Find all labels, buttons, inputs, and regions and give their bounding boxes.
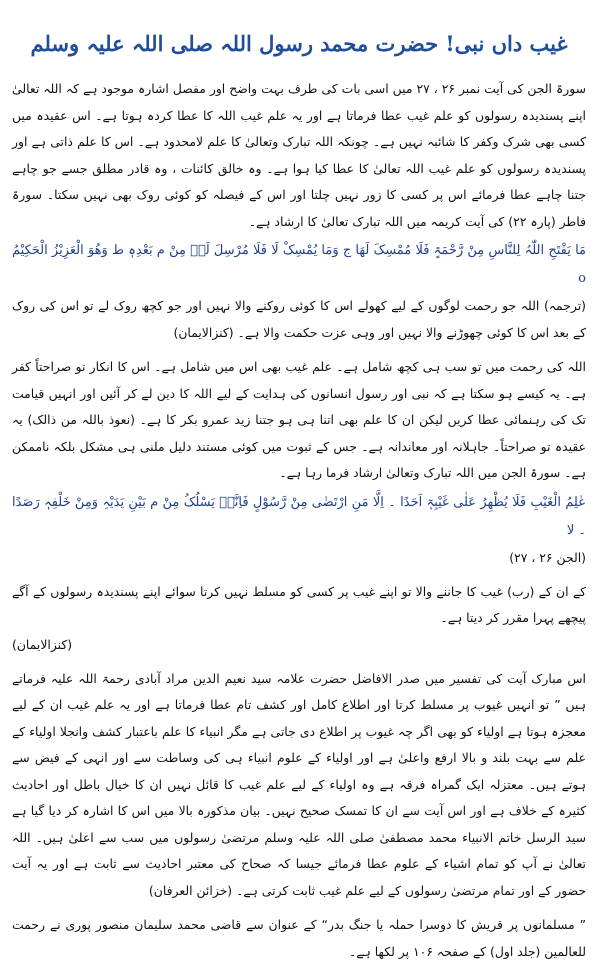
quran-verse-fatir: مَا یَفْتَحِ اللّٰہُ لِلنَّاسِ مِنْ رَّحْمَۃٍ فَلَا مُمْسِکَ لَھَا ج وَمَا یُمْسِکْ لَا فَلَا مُرْسِلَ لَہٗ مِنْ م بَعْدِہٖ ط وَھُوَ الْعَزِیْزُ الْحَکِیْمُ o <box>12 243 586 286</box>
quran-verse-jinn: عٰلِمُ الْغَیْبِ فَلَا یُظْھِرُ عَلٰی غَیْبِہٖٓ اَحَدًا ۔ اِلَّا مَنِ ارْتَضٰی مِنْ رَّسُوْلٍ فَاِنَّہٗ یَسْلُکُ مِنْ م بَیْنِ یَدَیْہِ وَمِنْ خَلْفِہٖ رَصَدًا ۔ لا <box>12 494 586 538</box>
paragraph-badr: ” مسلمانوں پر قریش کا دوسرا حملہ یا جنگ بدر“ کے عنوان سے قاضی محمد سلیمان منصور پوری نے رحمت للعالمین (جلد اول) کے صفحہ ۱۰۶ پر لکھا ہے۔ <box>12 917 586 959</box>
paragraph-translation-fatir: (ترجمہ) اللہ جو رحمت لوگوں کے لیے کھولے اس کا کوئی روکنے والا نہیں اور جو کچھ روک لے تو اس کی روک کے بعد اس کا کوئی چھوڑنے والا نہیں اور وہی عزت حکمت والا ہے۔ (کنزالایمان) <box>12 298 586 340</box>
paragraph-tafseer: اس مبارک آیت کی تفسیر میں صدر الافاضل حضرت علامہ سید نعیم الدین مراد آبادی رحمۃ اللہ علیہ فرماتے ہیں ” تو انہیں غیوب پر مسلط کرتا اور اطلاع کامل اور کشف تام عطا فرماتا ہے اور یہ علم غیب ان کے لیے معجزہ ہوتا ہے اولیاء کو بھی اگر چہ غیوب پر اطلاع دی جاتی ہے مگر انبیاء کا علم باعتبار کشف وانجلا اولیاء کے علم سے بہت بلند و بالا ارفع واعلیٰ ہے اور اولیاء کے علوم انبیاء ہی کی وساطت سے اور انہی کے فیض سے ہوتے ہیں۔ معتزلہ ایک گمراہ فرقہ ہے وہ اولیاء کے لیے علم غیب کا قائل نہیں ان کا خیال باطل اور احادیث کثیرہ کے خلاف ہے اور اس آیت سے ان کا تمسک صحیح نہیں۔ بیان مذکورہ بالا میں اس کا اشارہ کر دیا گیا ہے سید الرسل خاتم الانبیاء محمد مصطفیٰ صلی اللہ علیہ وسلم مرتضیٰ رسولوں میں سب سے اعلیٰ ہیں۔ اللہ تعالیٰ نے آپ کو تمام اشیاء کے علوم عطا فرمائے جیسا کہ صحاح کی معتبر احادیث سے ثابت ہے اور یہ آیت حضور کے اور تمام مرتضیٰ رسولوں کے لیے علم غیب ثابت کرتی ہے۔ (خزائن العرفان) <box>12 670 586 898</box>
translation-reference: (کنزالایمان) <box>12 636 73 652</box>
page-title: غیب داں نبی! حضرت محمد رسول اللہ صلی اللہ علیہ وسلم <box>30 31 568 56</box>
paragraph-mercy: اللہ کی رحمت میں تو سب ہی کچھ شامل ہے۔ علم غیب بھی اس میں شامل ہے۔ اس کا انکار تو صراحتاً کفر ہے۔ یہ کیسے ہو سکتا ہے کہ نبی اور رسول انسانوں کی ہدایت کے لیے اللہ کا دین لے کر آئیں اور انہیں قیامت تک کی رہنمائی عطا کریں لیکن ان کا علم بھی اتنا ہی ہو جتنا زید عمرو بکر کا ہے۔ (نعوذ باللہ من ذالک) یہ عقیدہ تو صراحتاً۔ جاہلانہ اور معاندانہ ہے۔ جس کے ثبوت میں کوئی مستند دلیل ملنی ہی مشکل بلکہ ناممکن ہے۔ سورۃ الجن میں اللہ تبارک وتعالیٰ ارشاد فرما رہا ہے۔ <box>12 359 586 480</box>
paragraph-translation-jinn: کے ان کے (رب) غیب کا جاننے والا تو اپنے غیب پر کسی کو مسلط نہیں کرتا سوائے اپنے پسندیدہ رسولوں کے آگے پیچھے پہرا مقرر کر دیتا ہے۔ <box>12 583 586 625</box>
verse-reference-jinn: (الجن ۲۶ ، ۲۷) <box>509 549 586 565</box>
paragraph-intro: سورۃ الجن کی آیت نمبر ۲۶ ، ۲۷ میں اسی بات کی طرف بہت واضح اور مفصل اشارہ موجود ہے کہ اللہ تعالیٰ اپنے پسندیدہ رسولوں کو علم غیب عطا فرماتا ہے اور یہ علم غیب اللہ کا عطا کردہ ہوتا ہے۔ اس عقیدہ میں کسی بھی شرک وکفر کا شائبہ نہیں ہے۔ چونکہ اللہ تبارک وتعالیٰ کا علم لامحدود ہے۔ اس کا علم ذاتی ہے اور پسندیدہ رسولوں کو علم غیب اللہ تعالیٰ کا عطا کیا ہوا ہے۔ وہ خالق کائنات ، وہ قادر مطلق جسے جو چاہے جتنا چاہے عطا فرمائے اس پر کسی کا زور نہیں چلتا اور اس کے فیصلہ کو کوئی روک بھی نہیں سکتا۔ سورۃ فاطر (پارہ ۲۲) کی آیت کریمہ میں اللہ تبارک تعالیٰ کا ارشاد ہے۔ <box>12 81 586 229</box>
